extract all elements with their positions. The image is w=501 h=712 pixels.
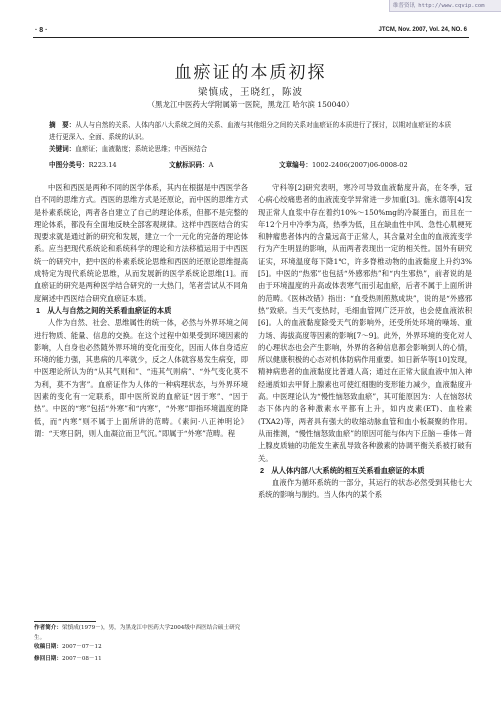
abstract — [49, 120, 454, 143]
section-heading: 2 从人体内部八大系统的相互关系看血瘀证的本质 — [260, 465, 425, 475]
body-paragraph: 血液作为循环系统的一部分，其运行的状态必然受到其他七大系统的影响与制约。当人体内的某个系 — [258, 478, 472, 500]
keywords — [49, 144, 454, 156]
author-list: 梁慎成，王晓红，陈波 — [197, 87, 303, 98]
author-bio-text: 梁慎成(1979－)，男，为黑龙江中医药大学2004级中西医结合硕士研究生。 — [34, 625, 241, 641]
journal-header: JTCM, Nov. 2007, Vol. 24, NO. 6 — [378, 27, 467, 33]
revised-date — [34, 655, 248, 665]
revised-value: 2007－08－11 — [61, 656, 102, 662]
body-paragraph: 守科等[2]研究表明，寒冷可导致血液黏度升高，在冬季，冠心病心绞痛患者的血液流变学异常进一步加重[3]。施永德等[4]发现正常人血浆中存在着约10%～150%mg的冷凝蛋白，而且在一年12个月中冷季为高，热季为低，且在缺血性中风、急性心肌梗死和肿瘤患者体内的含量远高于正常人，其含量对全血的血液流变学行为产生明显的影响，从而两者表现出一定的相关性。国外有研究证实，环境温度每下降1℃，许多脊椎动物的血液黏度上升约3%[5]。中医的“热邪”也包括“外感邪热”和“内生邪热”，前者说的是由于环境温度的升高或体表寒气而引起血瘀，后者不属于上面所讲的范畴。《医林改错》指出：“血受热则煎熬成块”，说的是“外感邪热”致瘀。当天气变热时，毛细血管网广泛开放，也会使血液浓积[6]。人的血液黏度除受天气的影响外，还受所处环境的噪场、重力场、海拔高度等因素的影响[7～9]。此外，外界环境的变化对人的心理状态也会产生影响，外界的各种信息都会影响到人的心情，所以健康积极的心态对机体防病作用重要。如日新华等[10]发现，精神病患者的血液黏度比普通人高；通过在正常大鼠血液中加入神经递质如去甲肾上腺素也可使红细胞的变形能力减少，血液黏度升高。中医理论认为“慢性恼怒致血瘀”，其可能原因为：人在恼怒状态下体内的各种激素水平都有上升，如内皮素(ET)、血栓素(TXA2)等，两者具有强大的收缩动脉血管和血小板凝聚的作用。从而推测，“慢性恼怒致血瘀”的原因可能与体内下丘脑－垂体－肾上腺皮质轴的功能发生紊乱导致各种激素的协调平衡关系被打破有关。 — [258, 183, 472, 463]
left-column — [34, 182, 248, 440]
article-title: 血瘀证的本质初探 — [174, 63, 327, 83]
clc-value: R223.14 — [88, 161, 117, 169]
page-number: · 8 · — [35, 27, 48, 34]
watermark-text: 维普资讯 http://www.cqvip.com — [393, 3, 485, 9]
revised-label: 修回日期： — [34, 656, 62, 662]
body-paragraph: 中医和西医是两种不同的医学体系，其内在根据是中西医学各自不同的思维方式。西医的思维方式是还原论，而中医的思维方式是朴素系统论，两者各自建立了自己的理论体系，但都不是完整的理论体系，都没有全面地反映全部客观规律。这样中西医结合的实现要求就是通过新的研究和发展，建立一个一元化的完备的理论体系。应当把现代系统论和系统科学的理论和方法移植运用于中西医统一的研究中，把中医的朴素系统论思维和西医的还原论思维提高成特定为现代系统论思维，从而发展新的医学系统论思维[1]。而血瘀证的研究是两种医学结合研究的一大热门，笔者尝试从不同角度阐述中西医结合研究血瘀证本质。 — [34, 183, 248, 303]
received-value: 2007－07－12 — [61, 644, 102, 650]
doc-code-label: 文献标识码： — [169, 162, 209, 169]
received-date — [34, 643, 248, 653]
article-number-label: 文章编号： — [279, 162, 312, 169]
section-heading: 1 从人与自然之间的关系看血瘀证的本质 — [36, 305, 172, 315]
received-label: 收稿日期： — [34, 644, 62, 650]
abstract-label: 摘 要： — [49, 122, 76, 129]
watermark-banner — [389, 0, 501, 12]
article-number-value: 1002-2406(2007)06-0008-02 — [311, 161, 408, 169]
author-bio — [34, 624, 248, 643]
clc-label: 中图分类号： — [49, 162, 89, 169]
abstract-text: 从人与自然的关系、人体内部八大系统之间的关系、血液与其他组分之间的关系对血瘀证的本质进行了探讨，以期对血瘀证的本质进行更深入、全面、系统的认识。 — [49, 121, 452, 141]
keywords-text: 血瘀证；血液黏度；系统论思维；中西医结合 — [75, 145, 208, 153]
right-column — [258, 182, 472, 502]
classification-row — [49, 159, 454, 169]
footnote-rule — [34, 621, 96, 622]
doc-code-value: A — [208, 161, 214, 169]
body-paragraph: 人作为自然、社会、思维属性的统一体，必然与外界环境之间进行物质、能量、信息的交换。在这个过程中如果受到环境因素的影响，人自身也必然随外界环境的变化而变化，因而人体自身适应环境的能力强，其患病的几率就少，反之人体就容易发生病变，即中医理论所认为的“从其气则和”、“违其气则病”、“外气变化莫不为利，莫不为害”。血瘀证作为人体的一种病理状态，与外界环境因素的变化有一定联系，即中医所说的血瘀证“因于寒”、“因于热”。中医的“寒”包括“外寒”和“内寒”，“外寒”即指环境温度的降低，而“内寒”则不属于上面所讲的范畴。《素问·八正神明论》谓：“天寒日阴，则人血凝泣而卫气沉。”即属于“外寒”范畴。程 — [34, 318, 248, 438]
keywords-label: 关键词： — [49, 146, 76, 153]
affiliation: （黑龙江中医药大学附属第一医院，黑龙江 哈尔滨 150040） — [147, 100, 354, 109]
author-bio-label: 作者简介： — [34, 625, 62, 631]
header-rule — [33, 37, 469, 38]
